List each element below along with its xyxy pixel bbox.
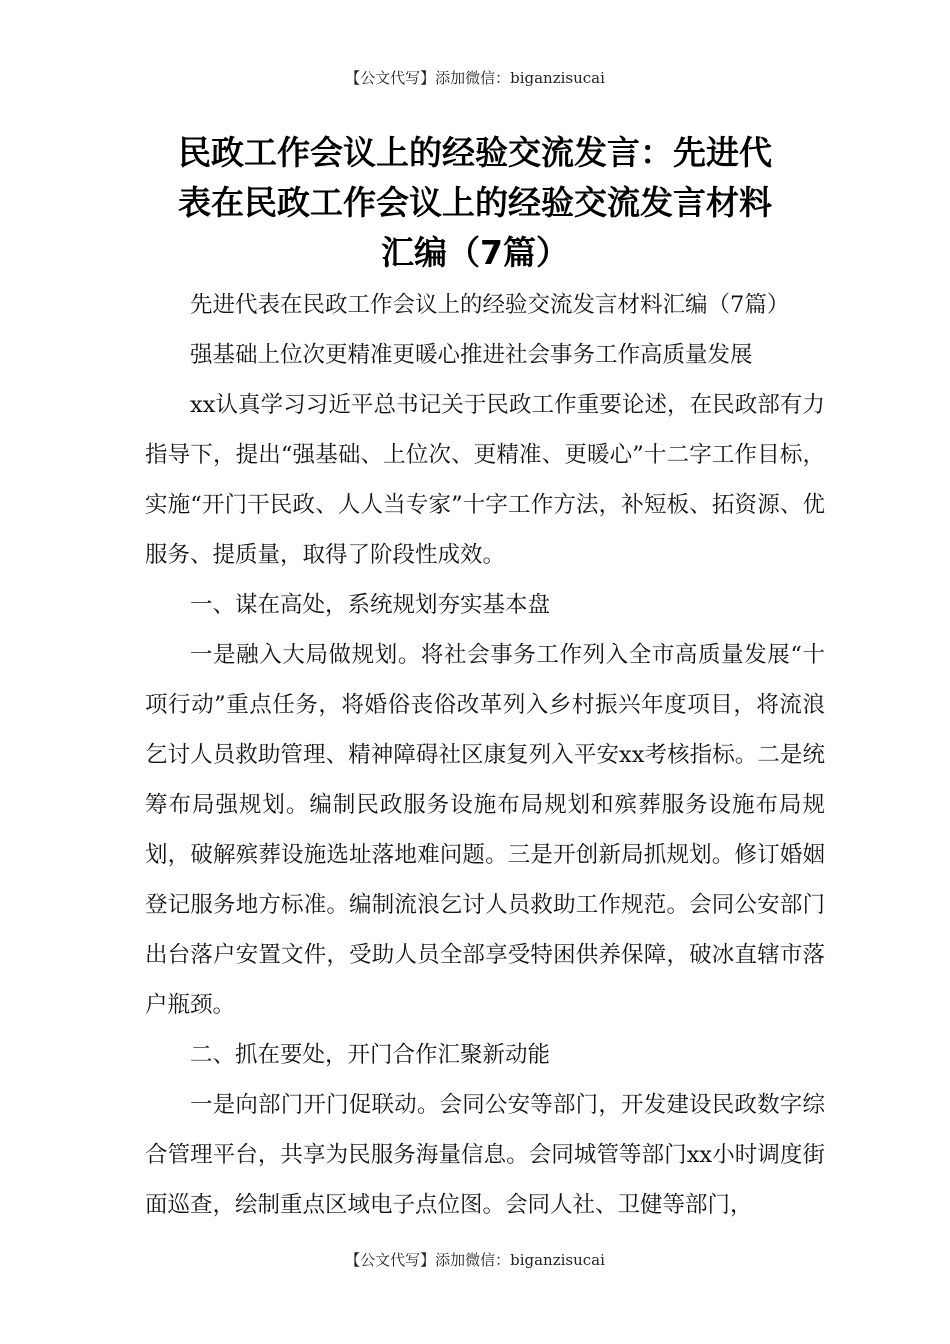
document-title <box>150 128 800 278</box>
speech-title-paragraph: 强基础上位次更精准更暖心推进社会事务工作高质量发展 <box>190 342 753 368</box>
section-heading-2: 二、抓在要处，开门合作汇聚新动能 <box>190 1042 551 1068</box>
title-line-3: 汇编（7篇） <box>381 233 569 272</box>
title-line-1: 民政工作会议上的经验交流发言：先进代 <box>178 133 772 172</box>
title-line-2: 表在民政工作会议上的经验交流发言材料 <box>178 183 772 222</box>
document-body <box>145 280 825 1230</box>
page-header: 【公文代写】添加微信：biganzisucai <box>345 69 605 87</box>
subtitle-paragraph: 先进代表在民政工作会议上的经验交流发言材料汇编（7篇） <box>190 292 790 318</box>
section-1-paragraph: 一是融入大局做规划。将社会事务工作列入全市高质量发展“十项行动”重点任务，将婚俗丧俗改革列入乡村振兴年度项目，将流浪乞讨人员救助管理、精神障碍社区康复列入平安xx考核指标。二是统筹布局强规划。编制民政服务设施布局规划和殡葬服务设施布局规划，破解殡葬设施选址落地难问题。三是开创新局抓规划。修订婚姻登记服务地方标准。编制流浪乞讨人员救助工作规范。会同公安部门出台落户安置文件，受助人员全部享受特困供养保障，破冰直辖市落户瓶颈。 <box>145 642 825 1018</box>
intro-paragraph: xx认真学习习近平总书记关于民政工作重要论述，在民政部有力指导下，提出“强基础、上位次、更精准、更暖心”十二字工作目标，实施“开门干民政、人人当专家”十字工作方法，补短板、拓资源、优服务、提质量，取得了阶段性成效。 <box>145 392 825 568</box>
page-footer: 【公文代写】添加微信：biganzisucai <box>345 1251 605 1269</box>
section-heading-1: 一、谋在高处，系统规划夯实基本盘 <box>190 592 551 618</box>
section-2-paragraph: 一是向部门开门促联动。会同公安等部门，开发建设民政数字综合管理平台，共享为民服务海量信息。会同城管等部门xx小时调度街面巡查，绘制重点区域电子点位图。会同人社、卫健等部门， <box>145 1092 825 1218</box>
